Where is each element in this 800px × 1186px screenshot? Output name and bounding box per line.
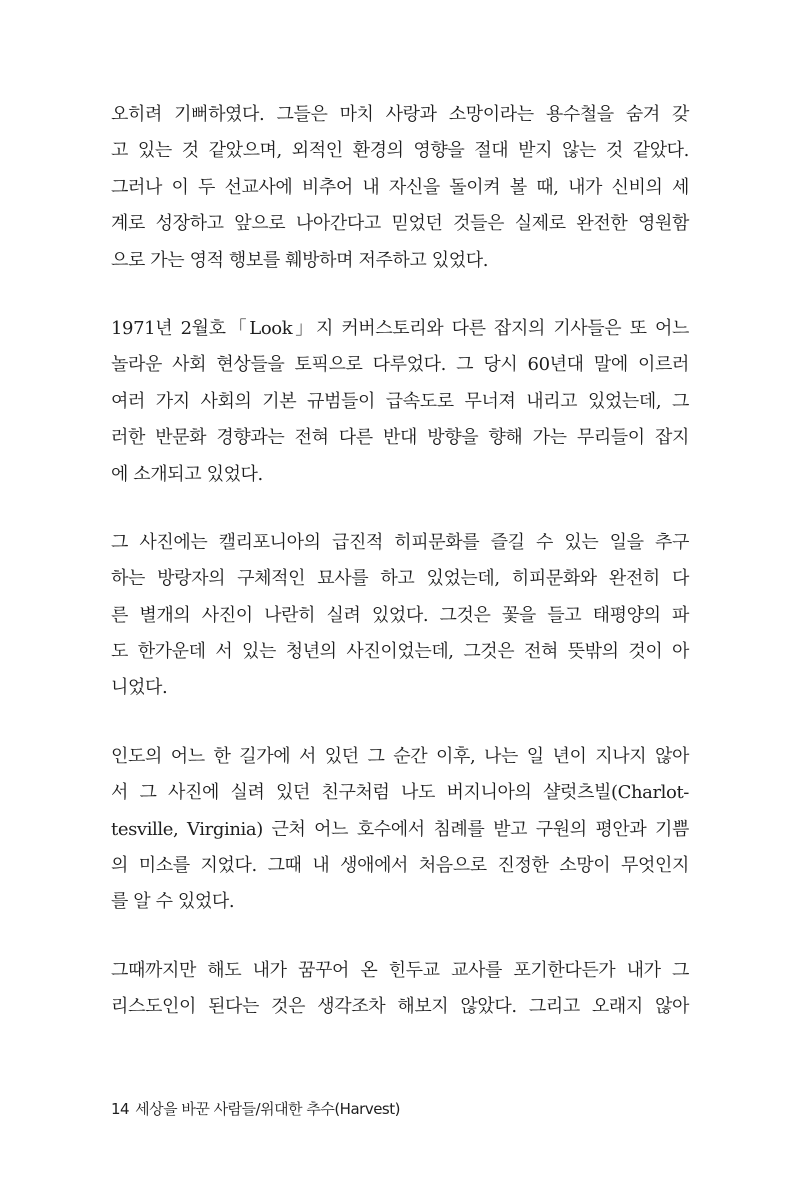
text-line: 러한 반문화 경향과는 전혀 다른 반대 방향을 향해 가는 무리들이 잡지 <box>111 427 689 449</box>
text-line: 를 알 수 있었다. <box>111 891 235 913</box>
text-line: 여러 가지 사회의 기본 규범들이 급속도로 무너져 내리고 있었는데, 그 <box>111 390 689 412</box>
paragraph-gap <box>111 493 689 525</box>
text-line: 으로 가는 영적 행보를 훼방하며 저주하고 있었다. <box>111 249 489 271</box>
text-line: 니었다. <box>111 677 168 699</box>
text-line: 의 미소를 지었다. 그때 내 생애에서 처음으로 진정한 소망이 무엇인지 <box>111 855 689 877</box>
text-line: tesville, Virginia) 근처 어느 호수에서 침례를 받고 구원의 평안과 기쁨 <box>111 818 689 840</box>
paragraph-5 <box>111 953 689 1026</box>
paragraph-3 <box>111 525 689 707</box>
paragraph-1 <box>111 97 689 279</box>
text-line: 에 소개되고 있었다. <box>111 463 263 485</box>
text-line: 하는 방랑자의 구체적인 묘사를 하고 있었는데, 히피문화와 완전히 다 <box>111 568 689 590</box>
text-line: 고 있는 것 같았으며, 외적인 환경의 영향을 절대 받지 않는 것 같았다. <box>111 140 689 162</box>
page-number: 14 <box>111 1100 130 1118</box>
text-line: 서 그 사진에 실려 있던 친구처럼 나도 버지니아의 샬럿츠빌(Charlot- <box>111 782 689 804</box>
text-line: 1971년 2월호「Look」지 커버스토리와 다른 잡지의 기사들은 또 어느 <box>111 317 689 339</box>
text-line: 그때까지만 해도 내가 꿈꾸어 온 힌두교 교사를 포기한다든가 내가 그 <box>111 959 689 981</box>
text-line: 른 별개의 사진이 나란히 실려 있었다. 그것은 꽃을 들고 태평양의 파 <box>111 604 689 626</box>
paragraph-4 <box>111 739 689 921</box>
text-line: 그러나 이 두 선교사에 비추어 내 자신을 돌이켜 볼 때, 내가 신비의 세 <box>111 176 689 198</box>
paragraph-gap <box>111 707 689 739</box>
paragraph-gap <box>111 279 689 311</box>
text-line: 도 한가운데 서 있는 청년의 사진이었는데, 그것은 전혀 뜻밖의 것이 아 <box>111 641 689 663</box>
running-title: 세상을 바꾼 사람들/위대한 추수(Harvest) <box>135 1100 400 1118</box>
text-line: 계로 성장하고 앞으로 나아간다고 믿었던 것들은 실제로 완전한 영원함 <box>111 213 689 235</box>
text-line: 그 사진에는 캘리포니아의 급진적 히피문화를 즐길 수 있는 일을 추구 <box>111 531 689 553</box>
paragraph-2 <box>111 311 689 493</box>
page-body <box>111 97 689 1026</box>
page-footer <box>111 1098 400 1119</box>
text-line: 오히려 기뻐하였다. 그들은 마치 사랑과 소망이라는 용수철을 숨겨 갖 <box>111 104 689 125</box>
text-line: 놀라운 사회 현상들을 토픽으로 다루었다. 그 당시 60년대 말에 이르러 <box>111 354 689 376</box>
text-line: 리스도인이 된다는 것은 생각조차 해보지 않았다. 그리고 오래지 않아 <box>111 996 689 1018</box>
paragraph-gap <box>111 921 689 953</box>
text-line: 인도의 어느 한 길가에 서 있던 그 순간 이후, 나는 일 년이 지나지 않아 <box>111 745 689 767</box>
